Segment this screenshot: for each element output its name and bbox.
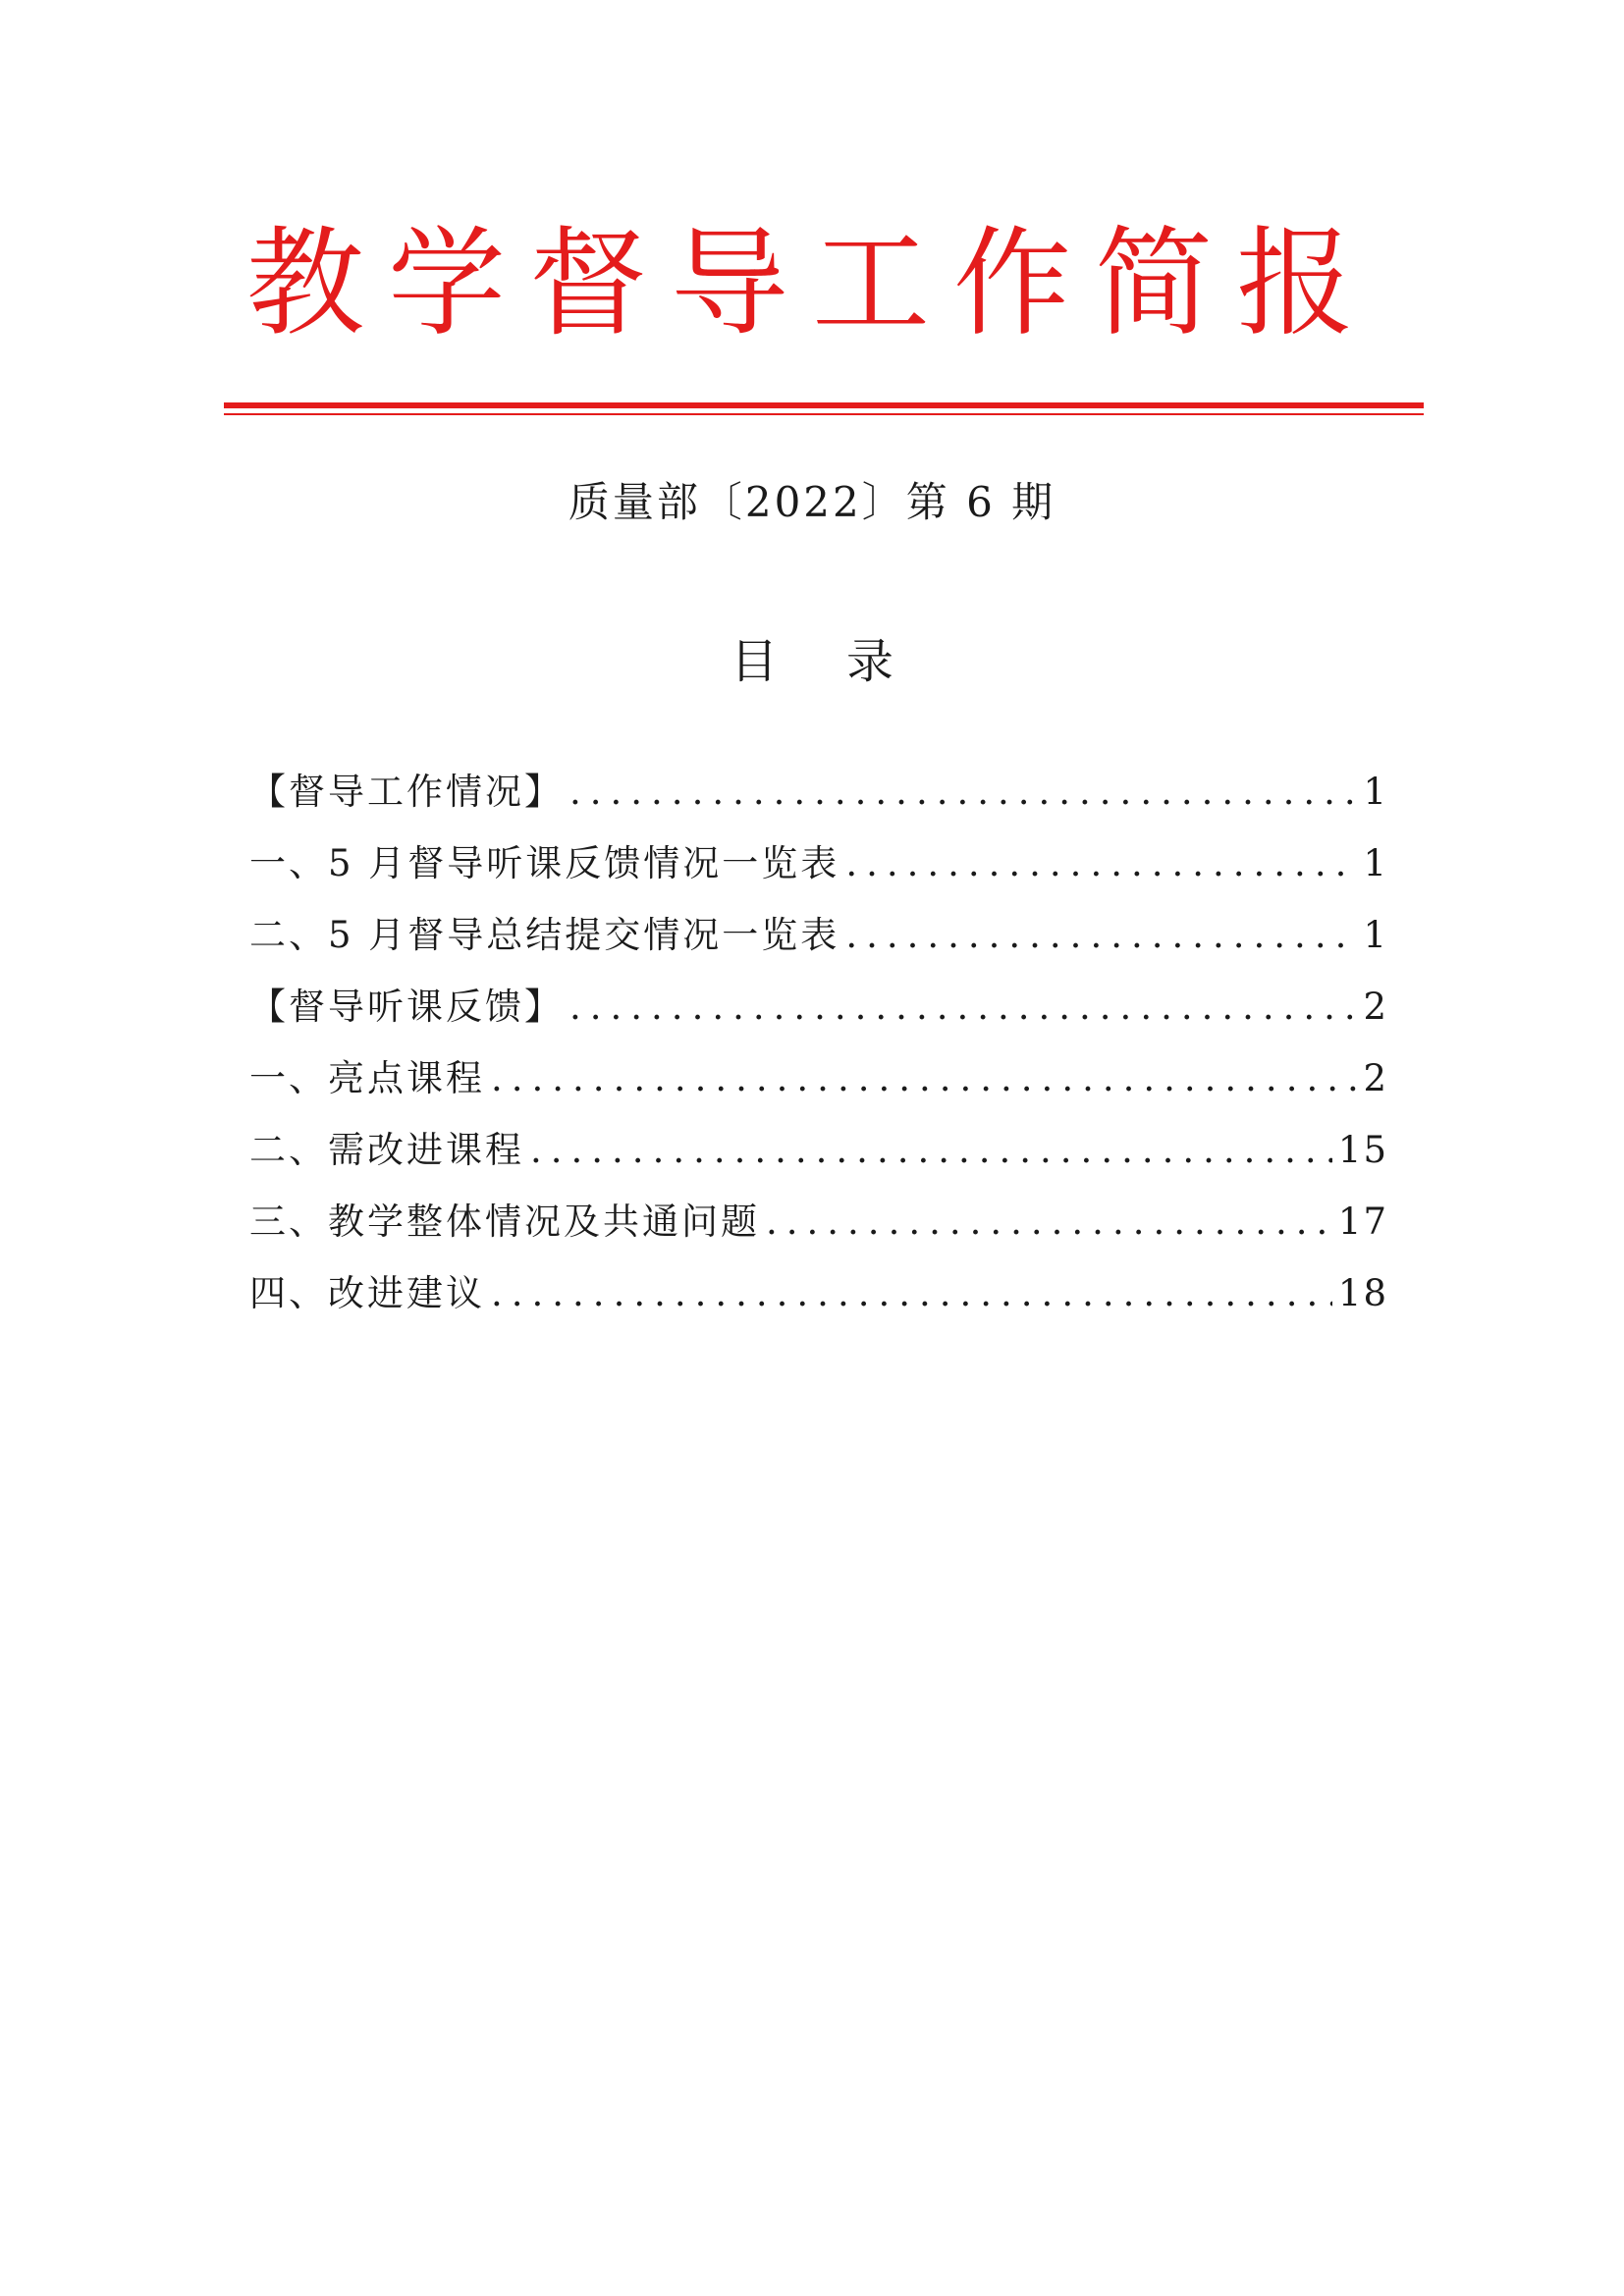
toc-dot-leader bbox=[845, 907, 1357, 964]
toc-entry-page: 1 bbox=[1363, 771, 1388, 813]
toc-dot-leader bbox=[569, 764, 1357, 821]
masthead-title: 教学督导工作简报 bbox=[246, 216, 1378, 352]
toc-entry-label: 三、教学整体情况及共通问题 bbox=[249, 1201, 760, 1243]
masthead-rule-thick bbox=[224, 402, 1424, 408]
toc-dot-leader bbox=[766, 1194, 1332, 1251]
toc-entry[interactable] bbox=[249, 1265, 1388, 1337]
toc-entry-page: 15 bbox=[1337, 1129, 1388, 1171]
toc-dot-leader bbox=[491, 1050, 1357, 1107]
toc-dot-leader bbox=[569, 979, 1357, 1036]
toc-heading-right: 录 bbox=[846, 634, 894, 689]
toc-entry-page: 2 bbox=[1363, 1057, 1388, 1099]
issue-number: 质量部〔2022〕第 6 期 bbox=[568, 478, 1056, 526]
toc-entry-page: 18 bbox=[1337, 1272, 1388, 1314]
toc-entry[interactable] bbox=[249, 979, 1388, 1050]
toc-entry-label: 二、需改进课程 bbox=[249, 1129, 524, 1171]
toc-heading bbox=[0, 630, 1624, 693]
toc-dot-leader bbox=[530, 1122, 1332, 1179]
masthead-rule-thin bbox=[224, 413, 1424, 415]
toc-entry-label: 一、亮点课程 bbox=[249, 1057, 485, 1099]
toc-entry[interactable] bbox=[249, 907, 1388, 979]
toc-entry-page: 1 bbox=[1363, 914, 1388, 956]
toc-dot-leader bbox=[845, 835, 1357, 892]
toc-entry-label: 二、5 月督导总结提交情况一览表 bbox=[249, 914, 840, 956]
toc-entry-label: 一、5 月督导听课反馈情况一览表 bbox=[249, 842, 840, 884]
toc-heading-left: 目 bbox=[730, 634, 778, 689]
table-of-contents bbox=[249, 764, 1388, 1337]
toc-entry-page: 2 bbox=[1363, 986, 1388, 1028]
toc-entry-page: 17 bbox=[1337, 1201, 1388, 1243]
toc-entry[interactable] bbox=[249, 835, 1388, 907]
toc-entry-label: 【督导工作情况】 bbox=[249, 771, 564, 813]
toc-entry[interactable] bbox=[249, 764, 1388, 835]
toc-dot-leader bbox=[491, 1265, 1332, 1322]
toc-entry-label: 四、改进建议 bbox=[249, 1272, 485, 1314]
toc-entry[interactable] bbox=[249, 1194, 1388, 1265]
toc-entry-label: 【督导听课反馈】 bbox=[249, 986, 564, 1028]
toc-entry[interactable] bbox=[249, 1122, 1388, 1194]
toc-entry-page: 1 bbox=[1363, 842, 1388, 884]
toc-entry[interactable] bbox=[249, 1050, 1388, 1122]
